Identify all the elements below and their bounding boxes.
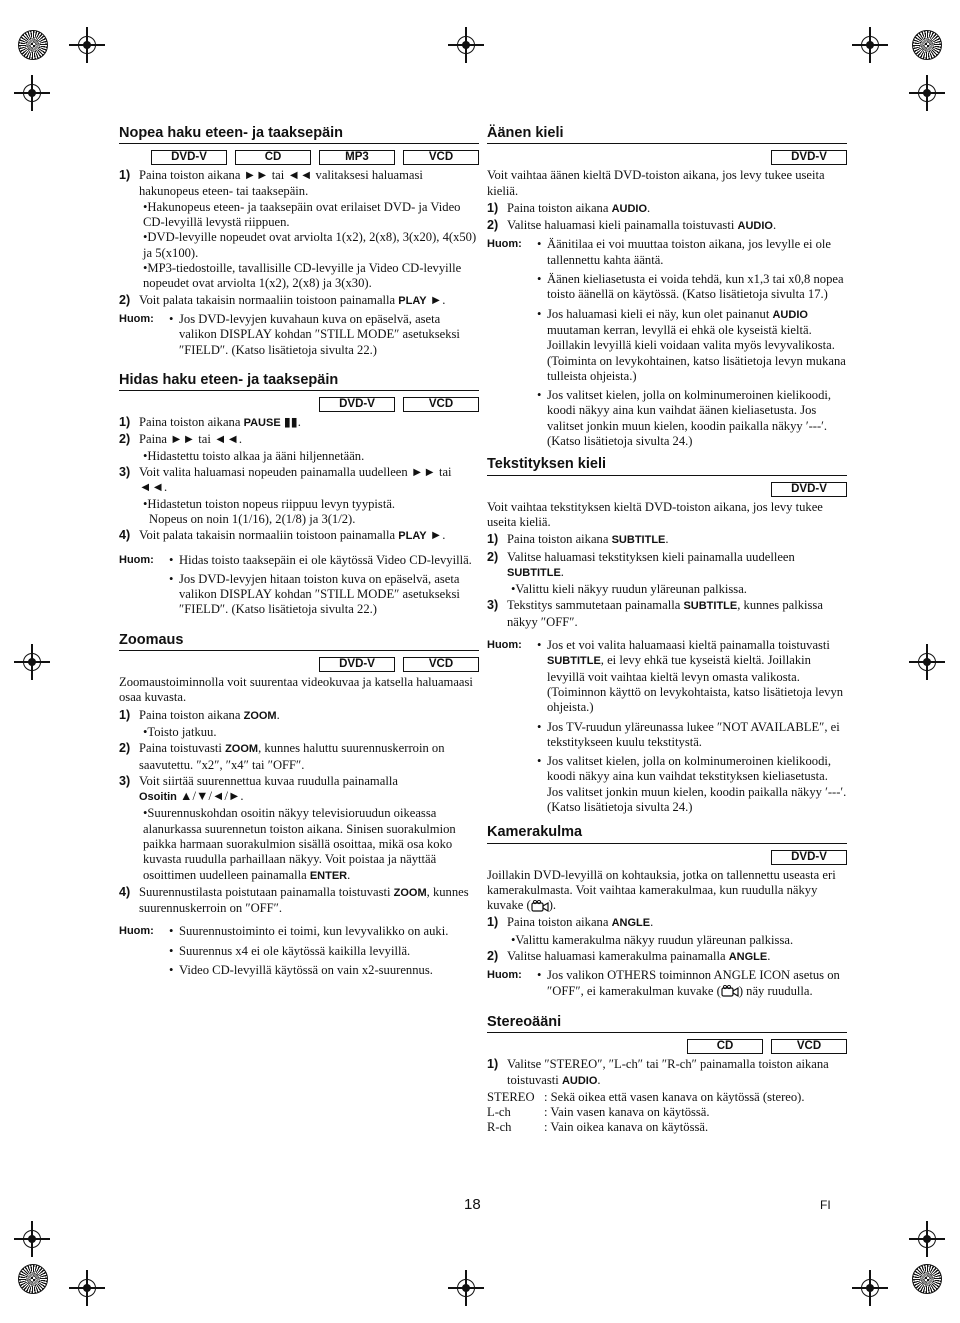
play-icon: ► bbox=[429, 292, 443, 307]
intro-text: Voit vaihtaa äänen kieltä DVD-toiston aikana, jos levy tukee useita kieliä. bbox=[487, 168, 825, 198]
note: Huom: • Jos et voi valita haluamaasi kieltä painamalla toistuvasti SUBTITLE, ei levy ehkä tue kyseistä kieltä. Joillakin levyillä voit vaihtaa kieltä levyn omasta valikosta. (Toiminnon käyttö on levykohtaista, katso lisätietoja levyn ohjeista.) • Jos TV-ruudun yläreunassa lukee ″NOT AVAILABLE″, ei tekstitykseen kuulu tekstitystä. • Jos valitset kielen, jolla on kolminumeroinen kielikoodi, koodi näkyy aina kun vaihdat tekstityksen kieliasetusta. Jos valitset jonkin muun kielen, koodin paikalla näkyy ′---′. (Katso lisätietoja sivulta 24.) bbox=[487, 638, 847, 814]
disc-badges bbox=[119, 150, 479, 165]
section-title: Tekstityksen kieli bbox=[487, 457, 847, 475]
bullet: •Suurennuskohdan osoitin näkyy televisioruudun oikeassa alanurkassa suurennetun toiston aikana. Sinisen suorakulmion paikka harmaan suorakulmion sisällä osoittaa, mikä osa koko kuvasta ruudulla parhaillaan näkyy. Voit poistaa ja näyttää osoittimen uudelleen painamalla ENTER. bbox=[143, 806, 456, 882]
bullet: •Valittu kieli näkyy ruudun yläreunan palkissa. bbox=[511, 582, 747, 597]
registration-mark bbox=[20, 1227, 44, 1251]
step: 4) Voit palata takaisin normaaliin toistoon painamalla PLAY ►. bbox=[119, 528, 446, 543]
language-code: FI bbox=[820, 1198, 831, 1212]
registration-mark bbox=[75, 33, 99, 57]
channel-row: L-ch : Vain vasen kanava on käytössä. bbox=[487, 1105, 710, 1120]
disc-badge: VCD bbox=[771, 1039, 847, 1054]
disc-badge: CD bbox=[235, 150, 311, 165]
arrow-keys-icon: ▲/▼/◄/► bbox=[180, 789, 241, 804]
color-target-mark bbox=[912, 1264, 942, 1294]
registration-mark bbox=[20, 81, 44, 105]
step: 4) Suurennustilasta poistutaan painamalla toistuvasti ZOOM, kunnes suurennuskerroin on ″OFF″. bbox=[119, 884, 469, 916]
note: Huom: • Äänitilaa ei voi muuttaa toiston aikana, jos levylle ei ole tallennettu kahta ääntä. • Äänen kieliasetusta ei voida tehdä, kun x1,3 tai x0,8 nopea toisto äänellä on käytössä. (Katso lisätietoja sivulta 17.) • Jos haluamasi kieli ei näy, kun olet painanut AUDIO muutaman kerran, levyllä ei ehkä ole kyseistä kieltä. Joillakin levyillä kieli voidaan valita myös levyvalikosta. (Toiminta on levykohtainen, katso lisätietoja levyn mukana tulleista ohjeista.) • Jos valitset kielen, jolla on kolminumeroinen kielikoodi, koodi näkyy aina kun vaihdat äänen kieliasetusta. Jos valitset jonkin muun kielen, koodin paikalla näkyy ′---′. (Katso lisätietoja sivulta 24.) bbox=[487, 237, 846, 449]
disc-badge: MP3 bbox=[319, 150, 395, 165]
camera-angle-icon bbox=[531, 900, 549, 913]
note: Huom: • Jos valikon OTHERS toiminnon ANGLE ICON asetus on ″OFF″, ei kamerakulman kuvake ( ) näy ruudulla. bbox=[487, 968, 840, 998]
intro-text: Zoomaustoiminnolla voit suurentaa videokuvaa ja katsella haluamaasi osaa kuvasta. bbox=[119, 675, 473, 705]
color-target-mark bbox=[912, 30, 942, 60]
page-number: 18 bbox=[464, 1196, 481, 1213]
disc-badges bbox=[487, 482, 847, 497]
intro-text: Joillakin DVD-levyillä on kohtauksia, jotka on tallennettu useasta eri kamerakulmasta. Voit vaihtaa kamerakulmaa, kun ruudulla näkyy kuvake ( ). bbox=[487, 867, 836, 913]
section-title: Zoomaus bbox=[119, 633, 479, 651]
pause-icon: ▮▮ bbox=[283, 415, 298, 430]
step: 1) Paina toiston aikana PAUSE ▮▮. bbox=[119, 415, 301, 430]
disc-badge: DVD-V bbox=[151, 150, 227, 165]
camera-angle-icon bbox=[721, 985, 739, 998]
bullet: •MP3-tiedostoille, tavallisille CD-levyille ja Video CD-levyille nopeudet ovat arviolta 1(x2), 2(x8) ja 3(x30). bbox=[143, 261, 462, 291]
play-icon: ► bbox=[429, 528, 443, 543]
disc-badge: DVD-V bbox=[771, 482, 847, 497]
fast-reverse-icon: ◄◄ bbox=[139, 480, 164, 495]
section-title: Stereoääni bbox=[487, 1015, 847, 1033]
disc-badge: VCD bbox=[403, 397, 479, 412]
step: 1) Valitse ″STEREO″, ″L-ch″ tai ″R-ch″ painamalla toiston aikana toistuvasti AUDIO. bbox=[487, 1057, 829, 1087]
step: 1) Paina toiston aikana ZOOM. bbox=[119, 707, 280, 722]
step: 2) Valitse haluamasi kieli painamalla toistuvasti AUDIO. bbox=[487, 218, 777, 233]
step: 1) Paina toiston aikana AUDIO. bbox=[487, 200, 651, 215]
disc-badge: DVD-V bbox=[771, 150, 847, 165]
fast-reverse-icon: ◄◄ bbox=[213, 432, 239, 447]
disc-badges bbox=[487, 1039, 847, 1054]
section-title: Kamerakulma bbox=[487, 825, 847, 843]
fast-reverse-icon: ◄◄ bbox=[287, 168, 313, 183]
right-column bbox=[487, 126, 847, 1136]
registration-mark bbox=[858, 1276, 882, 1300]
step: 2) Valitse haluamasi kamerakulma painamalla ANGLE. bbox=[487, 949, 771, 964]
section-title: Nopea haku eteen- ja taaksepäin bbox=[119, 126, 479, 144]
channel-row: STEREO : Sekä oikea että vasen kanava on käytössä (stereo). bbox=[487, 1089, 805, 1104]
registration-mark bbox=[915, 81, 939, 105]
registration-mark bbox=[454, 1276, 478, 1300]
disc-badges bbox=[487, 150, 847, 165]
disc-badge: DVD-V bbox=[319, 657, 395, 672]
disc-badges bbox=[487, 850, 847, 865]
fast-forward-icon: ►► bbox=[410, 465, 436, 480]
fast-forward-icon: ►► bbox=[170, 432, 196, 447]
bullet: •Hidastettu toisto alkaa ja ääni hiljennetään. bbox=[143, 448, 365, 463]
registration-mark bbox=[454, 33, 478, 57]
step: 2) Paina toistuvasti ZOOM, kunnes haluttu suurennuskerroin on saavutettu. ″x2″, ″x4″ tai ″OFF″. bbox=[119, 741, 445, 772]
disc-badge: VCD bbox=[403, 657, 479, 672]
step: 1) Paina toiston aikana ►► tai ◄◄ valitaksesi haluamasi hakunopeus eteen- tai taaksepäin. bbox=[119, 168, 423, 198]
left-column bbox=[119, 126, 479, 983]
registration-mark bbox=[75, 1276, 99, 1300]
channel-row: R-ch : Vain oikea kanava on käytössä. bbox=[487, 1120, 709, 1135]
fast-forward-icon: ►► bbox=[243, 168, 269, 183]
bullet: •Valittu kamerakulma näkyy ruudun yläreunan palkissa. bbox=[511, 932, 794, 947]
disc-badge: DVD-V bbox=[771, 850, 847, 865]
step: 2) Valitse haluamasi tekstityksen kieli painamalla uudelleen SUBTITLE. bbox=[487, 549, 795, 579]
step: 1) Paina toiston aikana SUBTITLE. bbox=[487, 532, 669, 547]
step: 3) Voit valita haluamasi nopeuden painamalla uudelleen ►► tai ◄◄. bbox=[119, 465, 452, 495]
disc-badges bbox=[119, 657, 479, 672]
registration-mark bbox=[915, 1227, 939, 1251]
step: 2) Paina ►► tai ◄◄. bbox=[119, 432, 243, 447]
disc-badge: VCD bbox=[403, 150, 479, 165]
step: 1) Paina toiston aikana ANGLE. bbox=[487, 915, 654, 930]
disc-badge: CD bbox=[687, 1039, 763, 1054]
section-title: Hidas haku eteen- ja taaksepäin bbox=[119, 373, 479, 391]
bullet: •DVD-levyille nopeudet ovat arviolta 1(x2), 2(x8), 3(x20), 4(x50) ja 5(x100). bbox=[143, 230, 477, 260]
note: Huom: • Suurennustoiminto ei toimi, kun levyvalikko on auki. • Suurennus x4 ei ole käytössä kaikilla levyillä. • Video CD-levyillä käytössä on vain x2-suurennus. bbox=[119, 924, 449, 978]
note: Huom: • Hidas toisto taaksepäin ei ole käytössä Video CD-levyillä. • Jos DVD-levyjen hitaan toiston kuva on epäselvä, aseta valikon DISPLAY kohdan ″STILL MODE″ asetukseksi ″FIELD″. (Katso lisätietoja sivulta 22.) bbox=[119, 552, 472, 617]
intro-text: Voit vaihtaa tekstityksen kieltä DVD-toiston aikana, jos levy tukee useita kieliä. bbox=[487, 499, 823, 529]
bullet: •Toisto jatkuu. bbox=[143, 724, 217, 739]
step: 3) Tekstitys sammutetaan painamalla SUBTITLE, kunnes palkissa näkyy ″OFF″. bbox=[487, 598, 823, 629]
bullet: •Hidastetun toiston nopeus riippuu levyn tyypistä. bbox=[143, 496, 396, 511]
disc-badges bbox=[119, 397, 479, 412]
registration-mark bbox=[858, 33, 882, 57]
bullet: •Hakunopeus eteen- ja taaksepäin ovat erilaiset DVD- ja Video CD-levyillä levystä riippuen. bbox=[143, 199, 461, 230]
registration-mark bbox=[20, 650, 44, 674]
color-target-mark bbox=[18, 30, 48, 60]
step: 3) Voit siirtää suurennettua kuvaa ruudulla painamalla Osoitin ▲/▼/◄/►. bbox=[119, 773, 398, 804]
bullet-cont: Nopeus on noin 1(1/16), 2(1/8) ja 3(1/2). bbox=[149, 511, 356, 526]
registration-mark bbox=[915, 650, 939, 674]
color-target-mark bbox=[18, 1264, 48, 1294]
note: Huom: • Jos DVD-levyjen kuvahaun kuva on epäselvä, aseta valikon DISPLAY kohdan ″STILL MODE″ asetukseksi ″FIELD″. (Katso lisätietoja sivulta 22.) bbox=[119, 311, 460, 357]
section-title: Äänen kieli bbox=[487, 126, 847, 144]
step: 2) Voit palata takaisin normaaliin toistoon painamalla PLAY ►. bbox=[119, 292, 446, 307]
disc-badge: DVD-V bbox=[319, 397, 395, 412]
